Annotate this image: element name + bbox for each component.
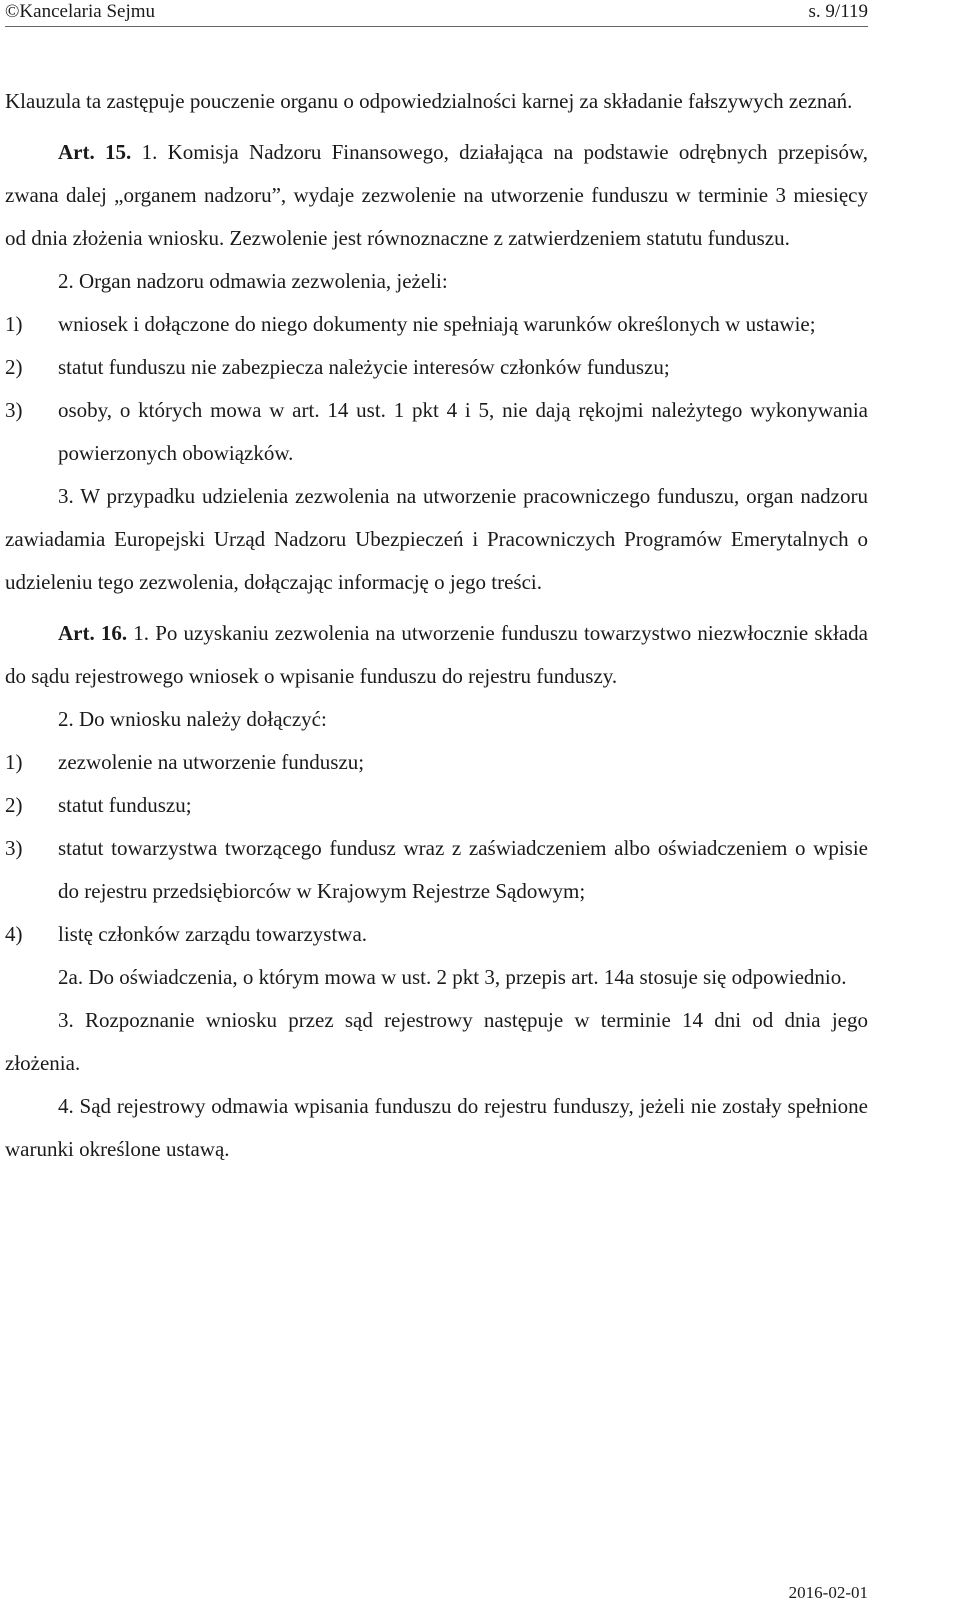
list-item-number: 2) xyxy=(5,355,23,379)
header-source: ©Kancelaria Sejmu xyxy=(5,1,156,22)
list-item-text: statut funduszu nie zabezpiecza należycie interesów członków funduszu; xyxy=(58,355,670,379)
list-item xyxy=(5,827,868,913)
list-item-text: zezwolenie na utworzenie funduszu; xyxy=(58,750,365,774)
list-item xyxy=(5,784,868,827)
art16-paragraph-2: 2. Do wniosku należy dołączyć: xyxy=(58,707,327,731)
art16-paragraph-3: 3. Rozpoznanie wniosku przez sąd rejestrowy następuje w terminie 14 dni od dnia jego złożenia. xyxy=(5,1008,868,1075)
list-item xyxy=(5,389,868,475)
list-item-number: 1) xyxy=(5,750,23,774)
document-body xyxy=(5,80,868,1171)
art15-paragraph-1 xyxy=(5,131,868,260)
art16-label: Art. 16. xyxy=(58,621,128,645)
art16-p1-text: 1. Po uzyskaniu zezwolenia na utworzenie funduszu towarzystwo niezwłocznie składa do sądu rejestrowego wniosek o wpisanie funduszu do rejestru funduszy. xyxy=(5,621,869,688)
list-item-number: 2) xyxy=(5,793,23,817)
list-item-text: wniosek i dołączone do niego dokumenty nie spełniają warunków określonych w ustawie; xyxy=(58,312,816,336)
art15-paragraph-2: 2. Organ nadzoru odmawia zezwolenia, jeżeli: xyxy=(58,269,448,293)
header-page-number: s. 9/119 xyxy=(808,1,868,22)
list-item-text: osoby, o których mowa w art. 14 ust. 1 pkt 4 i 5, nie dają rękojmi należytego wykonywania powierzonych obowiązków. xyxy=(58,398,868,465)
list-item xyxy=(5,346,868,389)
list-item-number: 3) xyxy=(5,398,23,422)
art15-paragraph-3: 3. W przypadku udzielenia zezwolenia na utworzenie pracowniczego funduszu, organ nadzoru zawiadamia Europejski Urząd Nadzoru Ubezpieczeń i Pracowniczych Programów Emerytalnych o udzieleniu tego zezwolenia, dołączając informację o jego treści. xyxy=(5,484,868,594)
list-item-number: 4) xyxy=(5,922,23,946)
list-item xyxy=(5,913,868,956)
art16-paragraph-2a: 2a. Do oświadczenia, o którym mowa w ust. 2 pkt 3, przepis art. 14a stosuje się odpowiednio. xyxy=(58,965,847,989)
list-item-number: 1) xyxy=(5,312,23,336)
list-item xyxy=(5,741,868,784)
list-item-text: listę członków zarządu towarzystwa. xyxy=(58,922,368,946)
list-item-number: 3) xyxy=(5,836,23,860)
page-header xyxy=(5,0,868,27)
list-item-text: statut towarzystwa tworzącego fundusz wraz z zaświadczeniem albo oświadczeniem o wpisie do rejestru przedsiębiorców w Krajowym Rejestrze Sądowym; xyxy=(58,836,868,903)
art15-p1-text: 1. Komisja Nadzoru Finansowego, działająca na podstawie odrębnych przepisów, zwana dalej „organem nadzoru”, wydaje zezwolenie na utworzenie funduszu w terminie 3 miesięcy od dnia złożenia wniosku. Zezwolenie jest równoznaczne z zatwierdzeniem statutu funduszu. xyxy=(5,140,869,250)
art16-paragraph-4: 4. Sąd rejestrowy odmawia wpisania funduszu do rejestru funduszy, jeżeli nie zostały spełnione warunki określone ustawą. xyxy=(5,1094,868,1161)
paragraph-klauzula: Klauzula ta zastępuje pouczenie organu o odpowiedzialności karnej za składanie fałszywych zeznań. xyxy=(5,89,853,113)
art15-label: Art. 15. xyxy=(58,140,132,164)
list-item xyxy=(5,303,868,346)
page-footer-date: 2016-02-01 xyxy=(788,1583,868,1602)
art16-paragraph-1 xyxy=(5,612,868,698)
list-item-text: statut funduszu; xyxy=(58,793,192,817)
